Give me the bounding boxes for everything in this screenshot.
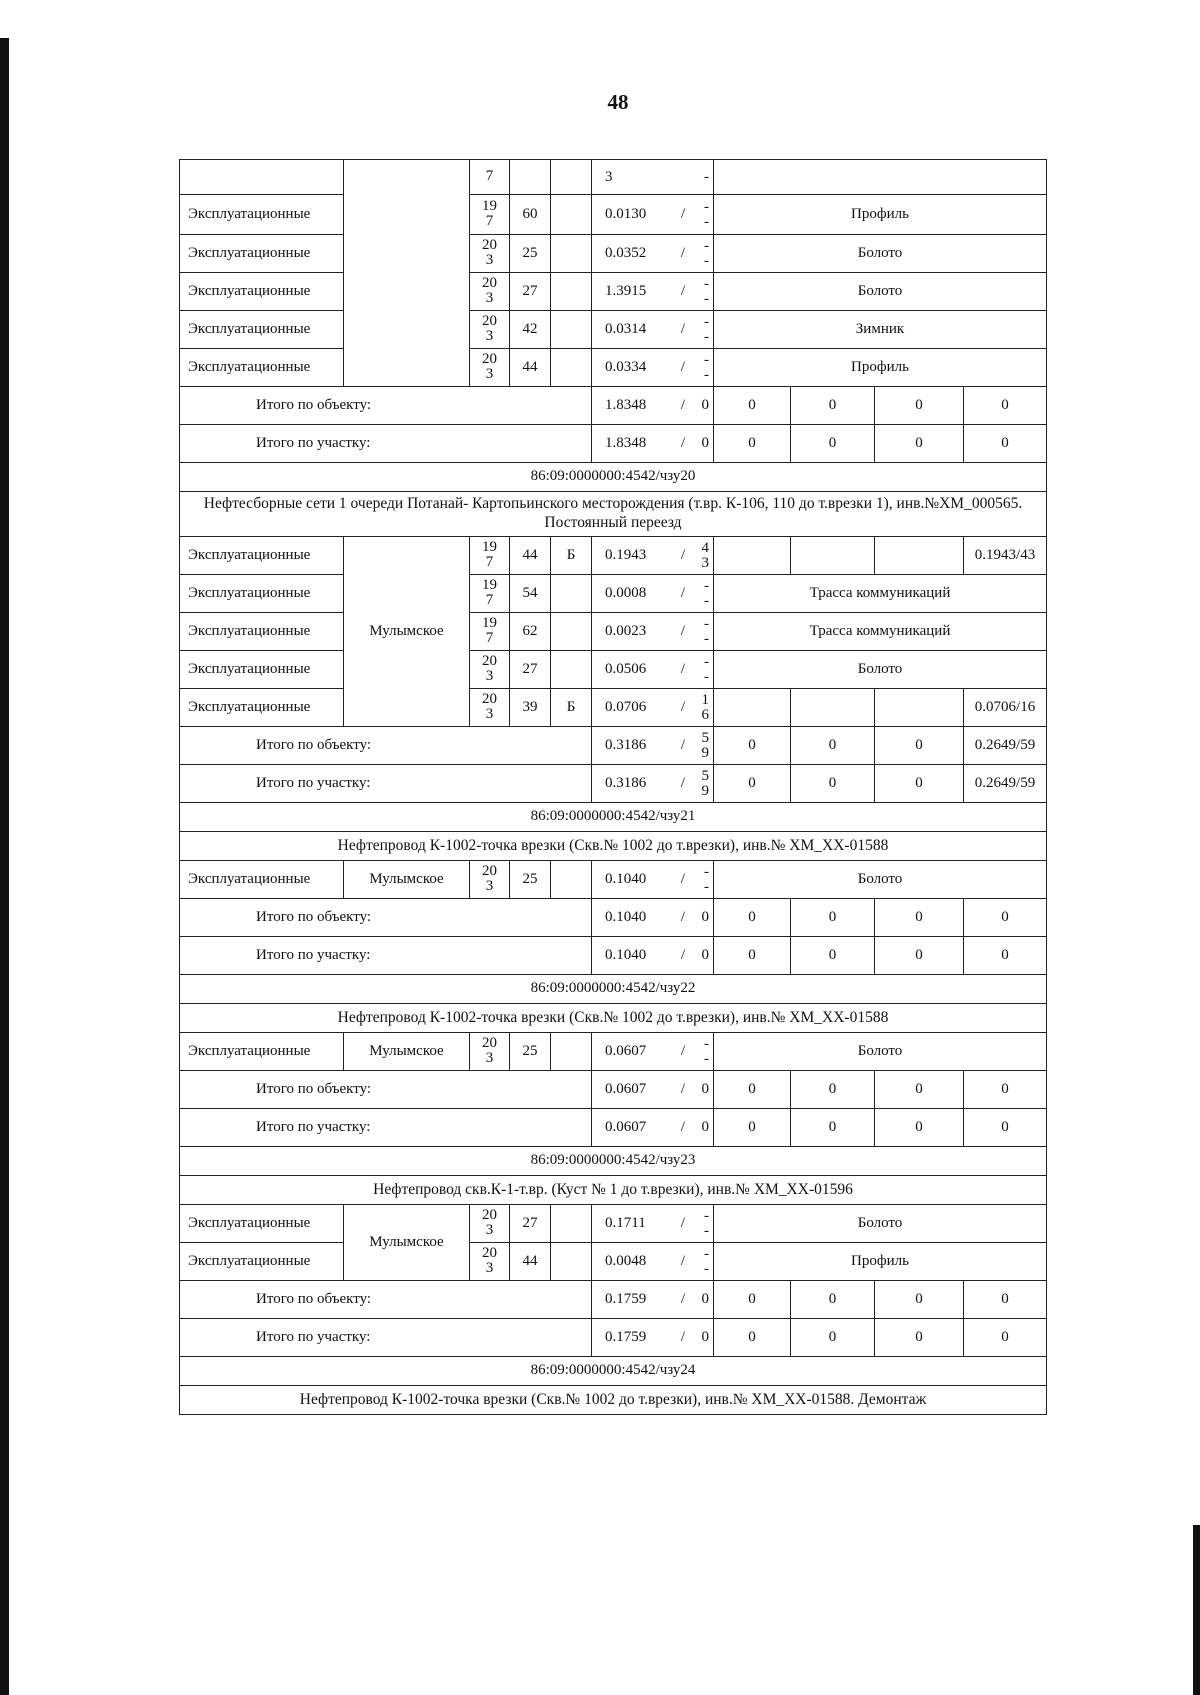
- land-category: Эксплуатационные: [180, 861, 344, 899]
- total-label: Итого по объекту:: [180, 1281, 592, 1319]
- land-plot-table: [179, 159, 1047, 1415]
- area-separator: /: [680, 1080, 686, 1097]
- table-row-data: [180, 195, 1047, 235]
- area-value: 0.0706: [605, 699, 647, 715]
- total-value: 0: [714, 765, 791, 803]
- area-extra: 0: [701, 909, 709, 925]
- plot-mark: [551, 1033, 592, 1071]
- land-category: Эксплуатационные: [180, 1033, 344, 1071]
- area-value: 0.1759: [605, 1329, 647, 1345]
- total-value: 0: [964, 425, 1047, 463]
- quarter-number: [470, 613, 510, 651]
- area-extra: 5 9: [701, 767, 709, 799]
- quarter-number-text: 7: [485, 168, 494, 185]
- area-extra: - -: [704, 198, 709, 230]
- municipality: Мулымское: [344, 537, 470, 727]
- total-value: 0: [791, 1281, 875, 1319]
- land-category: Эксплуатационные: [180, 575, 344, 613]
- land-category: Эксплуатационные: [180, 613, 344, 651]
- area-separator: /: [680, 908, 686, 925]
- total-value: 0: [964, 1319, 1047, 1357]
- plot-number: [510, 160, 551, 195]
- quarter-number-text: 203: [482, 1245, 497, 1277]
- plot-number: 27: [510, 273, 551, 311]
- total-label: Итого по участку:: [180, 937, 592, 975]
- area-separator: /: [680, 320, 686, 337]
- table-row-data: [180, 651, 1047, 689]
- area-value: 0.1040: [605, 909, 647, 925]
- cadastral-code: 86:09:0000000:4542/чзу23: [180, 1147, 1047, 1176]
- plot-number: 44: [510, 1243, 551, 1281]
- table-row-sum: [180, 727, 1047, 765]
- object-title: Нефтепровод К-1002-точка врезки (Скв.№ 1002 до т.врезки), инв.№ ХМ_ХХ-01588: [180, 832, 1047, 861]
- plot-mark: [551, 1243, 592, 1281]
- restriction-type: Зимник: [714, 311, 1047, 349]
- table-row-data: [180, 689, 1047, 727]
- plot-number: 27: [510, 651, 551, 689]
- total-label: Итого по объекту:: [180, 387, 592, 425]
- table-row-code: [180, 1147, 1047, 1176]
- area-cell: [592, 689, 714, 727]
- total-value: 0: [714, 1071, 791, 1109]
- total-value: 0: [791, 1319, 875, 1357]
- total-label: Итого по участку:: [180, 1109, 592, 1147]
- area-value: 0.3186: [605, 775, 647, 791]
- total-value: 0: [791, 1109, 875, 1147]
- area-separator: /: [680, 774, 686, 791]
- quarter-number-text: 203: [482, 691, 497, 723]
- area-extra: 0: [701, 435, 709, 451]
- total-label: Итого по объекту:: [180, 727, 592, 765]
- table-row-data: [180, 235, 1047, 273]
- total-label: Итого по объекту:: [180, 1071, 592, 1109]
- total-value: 0: [875, 727, 964, 765]
- quarter-number-text: 203: [482, 1207, 497, 1239]
- total-value: 0: [964, 899, 1047, 937]
- table-row-title: [180, 1386, 1047, 1415]
- area-separator: /: [680, 622, 686, 639]
- municipality: Мулымское: [344, 861, 470, 899]
- table-row-data: [180, 537, 1047, 575]
- total-label: Итого по участку:: [180, 425, 592, 463]
- area-cell: [592, 575, 714, 613]
- area-cell: [592, 195, 714, 235]
- plot-number: 25: [510, 861, 551, 899]
- quarter-number: [470, 575, 510, 613]
- area-cell: [592, 1033, 714, 1071]
- area-value: 3: [605, 168, 613, 185]
- plot-mark: [551, 195, 592, 235]
- area-value: 0.0607: [605, 1119, 647, 1135]
- table-row-sum: [180, 1319, 1047, 1357]
- plot-number: 42: [510, 311, 551, 349]
- area-extra: - -: [704, 1245, 709, 1277]
- area-extra: - -: [704, 577, 709, 609]
- plot-mark: [551, 311, 592, 349]
- total-value: 0: [875, 1109, 964, 1147]
- table-row-sum: [180, 1281, 1047, 1319]
- area-cell: [592, 349, 714, 387]
- total-value: 0.2649/59: [964, 765, 1047, 803]
- total-value: 0: [714, 1319, 791, 1357]
- area-separator: /: [680, 205, 686, 222]
- table-row-data: [180, 575, 1047, 613]
- table-row-title: [180, 1004, 1047, 1033]
- area-separator: /: [680, 870, 686, 887]
- table-row-code: [180, 463, 1047, 492]
- page-number: 48: [607, 90, 629, 114]
- land-category: Эксплуатационные: [180, 235, 344, 273]
- total-value: 0: [791, 765, 875, 803]
- table-row-sum: [180, 765, 1047, 803]
- detail-value: 0.1943/43: [964, 537, 1047, 575]
- quarter-number: [470, 349, 510, 387]
- area-value: 0.1711: [605, 1215, 646, 1231]
- quarter-number: [470, 1243, 510, 1281]
- area-separator: /: [680, 946, 686, 963]
- table-row-code: [180, 1357, 1047, 1386]
- quarter-number-text: 197: [482, 577, 497, 609]
- land-category: Эксплуатационные: [180, 537, 344, 575]
- table-row-sum: [180, 1071, 1047, 1109]
- table-row-data: [180, 1205, 1047, 1243]
- area-cell: [592, 1281, 714, 1319]
- restriction-type: Болото: [714, 235, 1047, 273]
- quarter-number-text: 203: [482, 237, 497, 269]
- area-cell: [592, 1319, 714, 1357]
- area-value: 0.3186: [605, 737, 647, 753]
- quarter-number-text: 197: [482, 198, 497, 230]
- restriction-type: Профиль: [714, 195, 1047, 235]
- area-cell: [592, 651, 714, 689]
- quarter-number-text: 197: [482, 615, 497, 647]
- plot-number: 25: [510, 235, 551, 273]
- area-cell: [592, 1109, 714, 1147]
- quarter-number: [470, 689, 510, 727]
- object-title: Нефтепровод К-1002-точка врезки (Скв.№ 1002 до т.врезки), инв.№ ХМ_ХХ-01588: [180, 1004, 1047, 1033]
- total-value: 0: [714, 1281, 791, 1319]
- area-cell: [592, 899, 714, 937]
- area-value: 0.1040: [605, 871, 647, 887]
- plot-mark: Б: [551, 689, 592, 727]
- table-row-data: [180, 160, 1047, 195]
- quarter-number: [470, 537, 510, 575]
- cadastral-code: 86:09:0000000:4542/чзу24: [180, 1357, 1047, 1386]
- table-row-title: [180, 832, 1047, 861]
- area-value: 0.0130: [605, 206, 647, 222]
- quarter-number: [470, 273, 510, 311]
- plot-number: 27: [510, 1205, 551, 1243]
- plot-mark: [551, 575, 592, 613]
- total-value: 0: [964, 937, 1047, 975]
- area-extra: - -: [704, 863, 709, 895]
- total-value: 0: [875, 765, 964, 803]
- restriction-type: Трасса коммуникаций: [714, 613, 1047, 651]
- plot-mark: [551, 861, 592, 899]
- table-row-sum: [180, 937, 1047, 975]
- municipality: Мулымское: [344, 1205, 470, 1281]
- total-value: 0: [714, 387, 791, 425]
- area-extra: 0: [701, 947, 709, 963]
- area-extra: - -: [704, 1035, 709, 1067]
- total-value: 0: [791, 899, 875, 937]
- quarter-number-text: 203: [482, 351, 497, 383]
- area-value: 0.0008: [605, 585, 647, 601]
- object-title: Нефтепровод скв.К-1-т.вр. (Куст № 1 до т.врезки), инв.№ ХМ_ХХ-01596: [180, 1176, 1047, 1205]
- restriction-type: Болото: [714, 273, 1047, 311]
- table-row-sum: [180, 1109, 1047, 1147]
- area-separator: /: [680, 584, 686, 601]
- total-value: 0: [964, 1281, 1047, 1319]
- area-value: 0.1759: [605, 1291, 647, 1307]
- total-value: 0: [964, 1109, 1047, 1147]
- total-value: 0: [714, 425, 791, 463]
- area-value: 1.8348: [605, 397, 647, 413]
- restriction-type: [714, 160, 1047, 195]
- area-separator: /: [680, 1328, 686, 1345]
- total-value: 0: [791, 387, 875, 425]
- area-separator: /: [680, 1290, 686, 1307]
- detail-value: [714, 537, 791, 575]
- quarter-number: [470, 651, 510, 689]
- quarter-number: [470, 1033, 510, 1071]
- area-extra: 0: [701, 1329, 709, 1345]
- land-category: [180, 160, 344, 195]
- total-value: 0: [875, 1071, 964, 1109]
- total-value: 0: [875, 1319, 964, 1357]
- table-row-data: [180, 273, 1047, 311]
- restriction-type: Трасса коммуникаций: [714, 575, 1047, 613]
- area-cell: [592, 937, 714, 975]
- area-separator: /: [680, 736, 686, 753]
- detail-value: 0.0706/16: [964, 689, 1047, 727]
- quarter-number-text: 203: [482, 313, 497, 345]
- total-value: 0: [714, 1109, 791, 1147]
- area-value: 0.0607: [605, 1081, 647, 1097]
- area-cell: [592, 1243, 714, 1281]
- area-separator: /: [680, 1214, 686, 1231]
- area-separator: /: [680, 282, 686, 299]
- municipality: Мулымское: [344, 1033, 470, 1071]
- table-row-title: [180, 1176, 1047, 1205]
- table-row-code: [180, 975, 1047, 1004]
- area-cell: [592, 425, 714, 463]
- total-value: 0: [791, 937, 875, 975]
- area-cell: [592, 537, 714, 575]
- restriction-type: Болото: [714, 651, 1047, 689]
- area-cell: [592, 311, 714, 349]
- area-extra: - -: [704, 653, 709, 685]
- plot-mark: [551, 651, 592, 689]
- quarter-number-text: 203: [482, 653, 497, 685]
- area-cell: [592, 273, 714, 311]
- area-value: 0.0506: [605, 661, 647, 677]
- area-value: 0.1943: [605, 547, 647, 563]
- area-value: 0.0314: [605, 321, 647, 337]
- quarter-number-text: 203: [482, 275, 497, 307]
- plot-number: 54: [510, 575, 551, 613]
- total-label: Итого по участку:: [180, 1319, 592, 1357]
- cadastral-code: 86:09:0000000:4542/чзу20: [180, 463, 1047, 492]
- land-category: Эксплуатационные: [180, 689, 344, 727]
- area-separator: /: [680, 1118, 686, 1135]
- total-value: 0: [875, 1281, 964, 1319]
- land-category: Эксплуатационные: [180, 1243, 344, 1281]
- plot-mark: [551, 235, 592, 273]
- table-row-data: [180, 613, 1047, 651]
- restriction-type: Болото: [714, 1205, 1047, 1243]
- area-separator: /: [680, 358, 686, 375]
- detail-value: [791, 537, 875, 575]
- area-cell: [592, 235, 714, 273]
- quarter-number: [470, 160, 510, 195]
- total-value: 0.2649/59: [964, 727, 1047, 765]
- object-title: Нефтесборные сети 1 очереди Потанай- Картопьинского месторождения (т.вр. К-106, 110 до т.врезки 1), инв.№ХМ_000565. Постоянный переезд: [180, 492, 1047, 537]
- left-scan-edge: [0, 38, 9, 1695]
- area-separator: /: [680, 434, 686, 451]
- quarter-number: [470, 235, 510, 273]
- area-cell: [592, 160, 714, 195]
- object-title: Нефтепровод К-1002-точка врезки (Скв.№ 1002 до т.врезки), инв.№ ХМ_ХХ-01588. Демонтаж: [180, 1386, 1047, 1415]
- area-extra: - -: [704, 275, 709, 307]
- detail-value: [714, 689, 791, 727]
- area-extra: - -: [704, 615, 709, 647]
- area-separator: /: [680, 660, 686, 677]
- plot-number: 44: [510, 537, 551, 575]
- total-value: 0: [875, 899, 964, 937]
- area-separator: /: [680, 396, 686, 413]
- total-value: 0: [791, 727, 875, 765]
- land-category: Эксплуатационные: [180, 273, 344, 311]
- area-cell: [592, 1205, 714, 1243]
- area-extra: 0: [701, 1119, 709, 1135]
- total-value: 0: [875, 937, 964, 975]
- area-extra: 1 6: [701, 691, 709, 723]
- quarter-number: [470, 311, 510, 349]
- restriction-type: Профиль: [714, 349, 1047, 387]
- area-cell: [592, 1071, 714, 1109]
- land-category: Эксплуатационные: [180, 195, 344, 235]
- area-extra: - -: [704, 313, 709, 345]
- plot-mark: [551, 349, 592, 387]
- area-value: 0.0023: [605, 623, 647, 639]
- quarter-number: [470, 1205, 510, 1243]
- table-row-sum: [180, 899, 1047, 937]
- plot-mark: [551, 273, 592, 311]
- total-label: Итого по объекту:: [180, 899, 592, 937]
- total-value: 0: [964, 387, 1047, 425]
- area-extra: 0: [701, 1291, 709, 1307]
- area-separator: /: [680, 698, 686, 715]
- land-category: Эксплуатационные: [180, 651, 344, 689]
- plot-number: 25: [510, 1033, 551, 1071]
- restriction-type: Болото: [714, 1033, 1047, 1071]
- total-value: 0: [875, 387, 964, 425]
- plot-mark: [551, 160, 592, 195]
- area-value: 1.3915: [605, 283, 647, 299]
- cadastral-code: 86:09:0000000:4542/чзу22: [180, 975, 1047, 1004]
- total-value: 0: [875, 425, 964, 463]
- area-cell: [592, 613, 714, 651]
- area-separator: /: [680, 244, 686, 261]
- total-value: 0: [791, 425, 875, 463]
- right-scan-edge: [1193, 1525, 1200, 1695]
- quarter-number: [470, 861, 510, 899]
- total-value: 0: [791, 1071, 875, 1109]
- municipality: [344, 160, 470, 387]
- table-row-title: [180, 492, 1047, 537]
- area-cell: [592, 861, 714, 899]
- table-row-data: [180, 311, 1047, 349]
- area-extra: -: [704, 168, 709, 185]
- detail-value: [791, 689, 875, 727]
- area-value: 0.0352: [605, 245, 647, 261]
- detail-value: [875, 689, 964, 727]
- area-value: 0.0334: [605, 359, 647, 375]
- table-row-code: [180, 803, 1047, 832]
- restriction-type: Профиль: [714, 1243, 1047, 1281]
- area-cell: [592, 387, 714, 425]
- total-value: 0: [964, 1071, 1047, 1109]
- area-extra: - -: [704, 237, 709, 269]
- area-value: 0.1040: [605, 947, 647, 963]
- quarter-number-text: 203: [482, 863, 497, 895]
- total-value: 0: [714, 937, 791, 975]
- quarter-number: [470, 195, 510, 235]
- area-extra: 5 9: [701, 729, 709, 761]
- area-extra: 0: [701, 397, 709, 413]
- cadastral-code: 86:09:0000000:4542/чзу21: [180, 803, 1047, 832]
- plot-number: 44: [510, 349, 551, 387]
- area-value: 0.0607: [605, 1043, 647, 1059]
- restriction-type: Болото: [714, 861, 1047, 899]
- area-extra: 0: [701, 1081, 709, 1097]
- table-row-sum: [180, 387, 1047, 425]
- plot-mark: Б: [551, 537, 592, 575]
- area-separator: /: [680, 1042, 686, 1059]
- area-separator: /: [680, 546, 686, 563]
- plot-number: 39: [510, 689, 551, 727]
- quarter-number-text: 203: [482, 1035, 497, 1067]
- table-row-sum: [180, 425, 1047, 463]
- plot-number: 62: [510, 613, 551, 651]
- area-cell: [592, 727, 714, 765]
- total-value: 0: [714, 727, 791, 765]
- area-cell: [592, 765, 714, 803]
- land-category: Эксплуатационные: [180, 311, 344, 349]
- table-row-data: [180, 1243, 1047, 1281]
- area-extra: 4 3: [701, 539, 709, 571]
- quarter-number-text: 197: [482, 539, 497, 571]
- plot-number: 60: [510, 195, 551, 235]
- total-label: Итого по участку:: [180, 765, 592, 803]
- plot-mark: [551, 613, 592, 651]
- table-row-data: [180, 1033, 1047, 1071]
- detail-value: [875, 537, 964, 575]
- area-extra: - -: [704, 351, 709, 383]
- area-separator: /: [680, 1252, 686, 1269]
- land-category: Эксплуатационные: [180, 1205, 344, 1243]
- area-value: 0.0048: [605, 1253, 647, 1269]
- plot-mark: [551, 1205, 592, 1243]
- table-row-data: [180, 861, 1047, 899]
- area-extra: - -: [704, 1207, 709, 1239]
- area-value: 1.8348: [605, 435, 647, 451]
- table-row-data: [180, 349, 1047, 387]
- total-value: 0: [714, 899, 791, 937]
- land-category: Эксплуатационные: [180, 349, 344, 387]
